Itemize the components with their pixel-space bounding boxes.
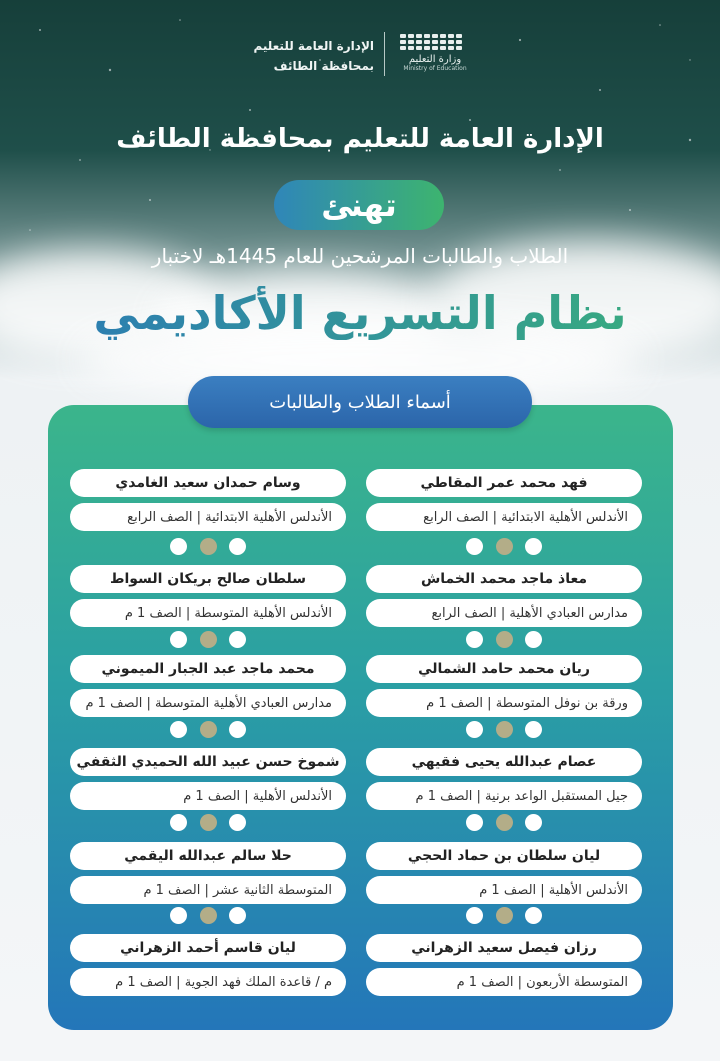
separator-dots [466, 721, 542, 739]
ministry-name-ar: وزارة التعليم [408, 54, 462, 65]
separator-dots [170, 814, 246, 832]
student-school: جيل المستقبل الواعد برنية | الصف 1 م [366, 782, 642, 810]
student-card [366, 842, 642, 904]
student-card [366, 934, 642, 996]
student-school: م / قاعدة الملك فهد الجوية | الصف 1 م [70, 968, 346, 996]
student-name: ليان سلطان بن حماد الحجي [366, 842, 642, 870]
student-school: الأندلس الأهلية الابتدائية | الصف الرابع [366, 503, 642, 531]
student-school: الأندلس الأهلية | الصف 1 م [70, 782, 346, 810]
student-school: المتوسطة الأربعون | الصف 1 م [366, 968, 642, 996]
separator-dots [170, 907, 246, 925]
student-name: حلا سالم عبدالله اليقمي [70, 842, 346, 870]
student-card [70, 748, 346, 810]
student-name: ريان محمد حامد الشمالي [366, 655, 642, 683]
student-card [366, 565, 642, 627]
student-name: وسام حمدان سعيد الغامدي [70, 469, 346, 497]
student-name: سلطان صالح بريكان السواط [70, 565, 346, 593]
student-name: محمد ماجد عبد الجبار الميموني [70, 655, 346, 683]
gov-line-1: الإدارة العامة للتعليم [253, 39, 374, 53]
student-school: المتوسطة الثانية عشر | الصف 1 م [70, 876, 346, 904]
student-name: ليان قاسم أحمد الزهراني [70, 934, 346, 962]
ministry-logo-icon [400, 34, 470, 50]
separator-dots [466, 907, 542, 925]
student-card [366, 748, 642, 810]
separator-dots [170, 538, 246, 556]
header-logos [0, 30, 720, 90]
gov-directorate [230, 36, 374, 76]
ministry-logo [400, 34, 470, 72]
student-name: شموخ حسن عبيد الله الحميدي الثقفي [70, 748, 346, 776]
separator-dots [466, 631, 542, 649]
student-card [366, 655, 642, 717]
separator-dots [466, 538, 542, 556]
list-title: أسماء الطلاب والطالبات [188, 376, 532, 428]
student-card [70, 842, 346, 904]
subline: الطلاب والطالبات المرشحين للعام 1445هـ لاختبار [151, 244, 569, 268]
student-school: الأندلس الأهلية الابتدائية | الصف الرابع [70, 503, 346, 531]
gov-line-2: بمحافظة الطائف [273, 59, 374, 73]
student-card [70, 655, 346, 717]
ministry-name-en: Ministry of Education [403, 65, 467, 72]
separator-dots [170, 631, 246, 649]
student-school: الأندلس الأهلية | الصف 1 م [366, 876, 642, 904]
student-card [70, 565, 346, 627]
separator-dots [466, 814, 542, 832]
program-title: نظام التسريع الأكاديمي [0, 286, 720, 340]
student-name: رزان فيصل سعيد الزهراني [366, 934, 642, 962]
congrats-badge: تهنئ [274, 180, 444, 230]
student-school: الأندلس الأهلية المتوسطة | الصف 1 م [70, 599, 346, 627]
student-card [366, 469, 642, 531]
student-school: ورقة بن نوفل المتوسطة | الصف 1 م [366, 689, 642, 717]
student-name: فهد محمد عمر المقاطي [366, 469, 642, 497]
student-school: مدارس العبادي الأهلية المتوسطة | الصف 1 م [70, 689, 346, 717]
student-name: معاذ ماجد محمد الخماش [366, 565, 642, 593]
student-card [70, 469, 346, 531]
separator-dots [170, 721, 246, 739]
logo-divider [384, 32, 385, 76]
student-school: مدارس العبادي الأهلية | الصف الرابع [366, 599, 642, 627]
headline: الإدارة العامة للتعليم بمحافظة الطائف [116, 124, 604, 154]
student-name: عصام عبدالله يحيى فقيهي [366, 748, 642, 776]
student-card [70, 934, 346, 996]
